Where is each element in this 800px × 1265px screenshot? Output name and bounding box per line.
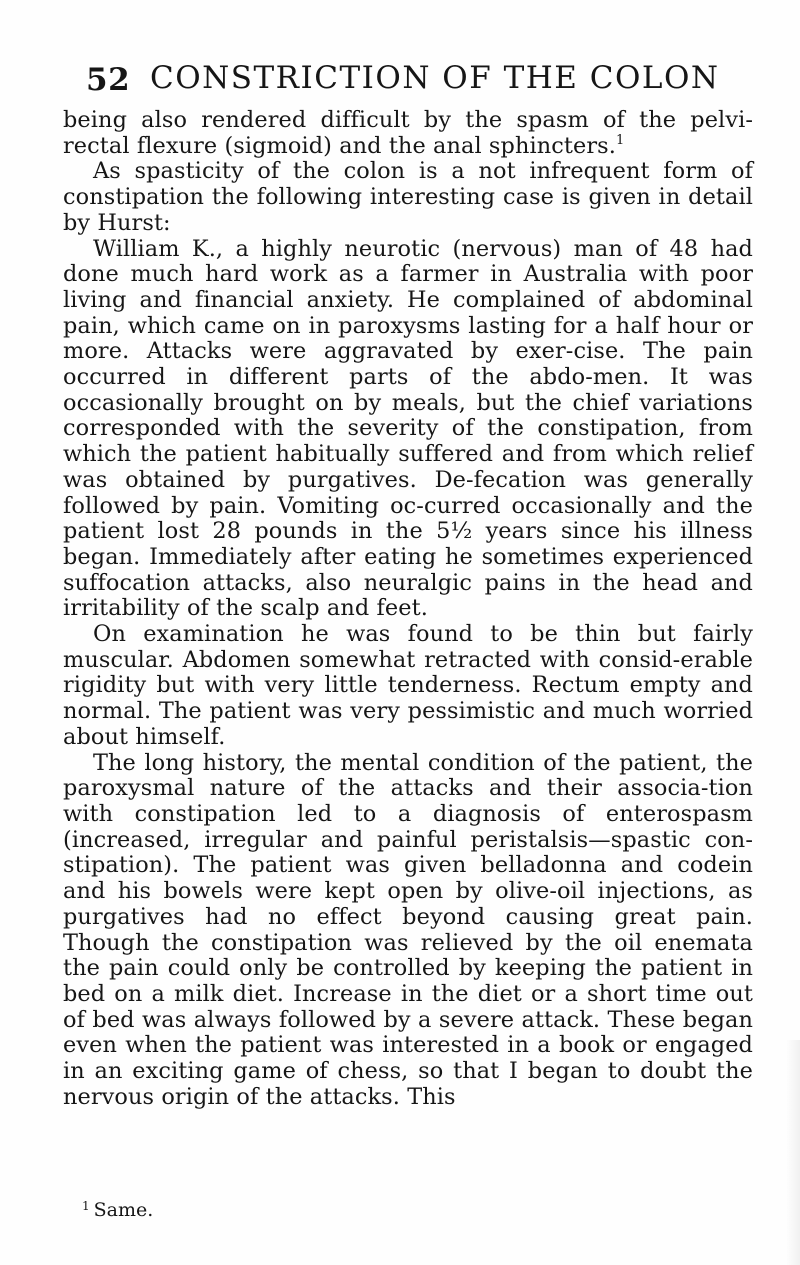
running-head: CONSTRICTION OF THE COLON bbox=[150, 60, 720, 96]
paragraph-case-history: William K., a highly neurotic (nervous) man of 48 had done much hard work as a farmer in Australia with poor living and financial anxiety. He complained of abdominal pain, which came on in paroxysms lasting for a half hour or more. Attacks were aggravated by exer-cise. The pain occurred in different parts of the abdo-men. It was occasionally brought on by meals, but the chief variations corresponded with the severity of the constipation, from which the patient habitually suffered and from which relief was obtained by purgatives. De-fecation was generally followed by pain. Vomiting oc-curred occasionally and the patient lost 28 pounds in the 5½ years since his illness began. Immediately after eating he sometimes experienced suffocation attacks, also neuralgic pains in the head and irritability of the scalp and feet. bbox=[63, 235, 753, 622]
paragraph-intro: As spasticity of the colon is a not infrequent form of constipation the following interesting case is given in detail by Hurst: bbox=[63, 158, 753, 236]
page-number: 52 bbox=[86, 62, 131, 98]
footnote-mark: 1 bbox=[82, 1199, 90, 1213]
paragraph-diagnosis: The long history, the mental condition of the patient, the paroxysmal nature of the attacks and their associa-tion with constipation led to a diagnosis of enterospasm (increased, irregular and painful peristalsis—spastic con-stipation). The patient was given belladonna and codein and his bowels were kept open by olive-oil injections, as purgatives had no effect beyond causing great pain. Though the constipation was relieved by the oil enemata the pain could only be controlled by keeping the patient in bed on a milk diet. Increase in the diet or a short time out of bed was always followed by a severe attack. These began even when the patient was interested in a book or engaged in an exciting game of chess, so that I began to doubt the nervous origin of the attacks. This bbox=[63, 749, 753, 1110]
body-text bbox=[63, 108, 753, 1110]
footnote-reference: 1 bbox=[615, 132, 625, 148]
paragraph-examination: On examination he was found to be thin but fairly muscular. Abdomen somewhat retracted with consid-erable rigidity but with very little tenderness. Rectum empty and normal. The patient was very pessimistic and much worried about himself. bbox=[63, 621, 753, 750]
paragraph-text: being also rendered difficult by the spasm of the pelvi-rectal flexure (sigmoid) and the anal sphincters. bbox=[63, 107, 753, 159]
footnote-text: Same. bbox=[93, 1199, 154, 1221]
page-header bbox=[86, 58, 726, 102]
paragraph-continuation bbox=[63, 108, 753, 159]
page-edge-shadow bbox=[786, 1040, 800, 1265]
footnote bbox=[82, 1195, 153, 1221]
